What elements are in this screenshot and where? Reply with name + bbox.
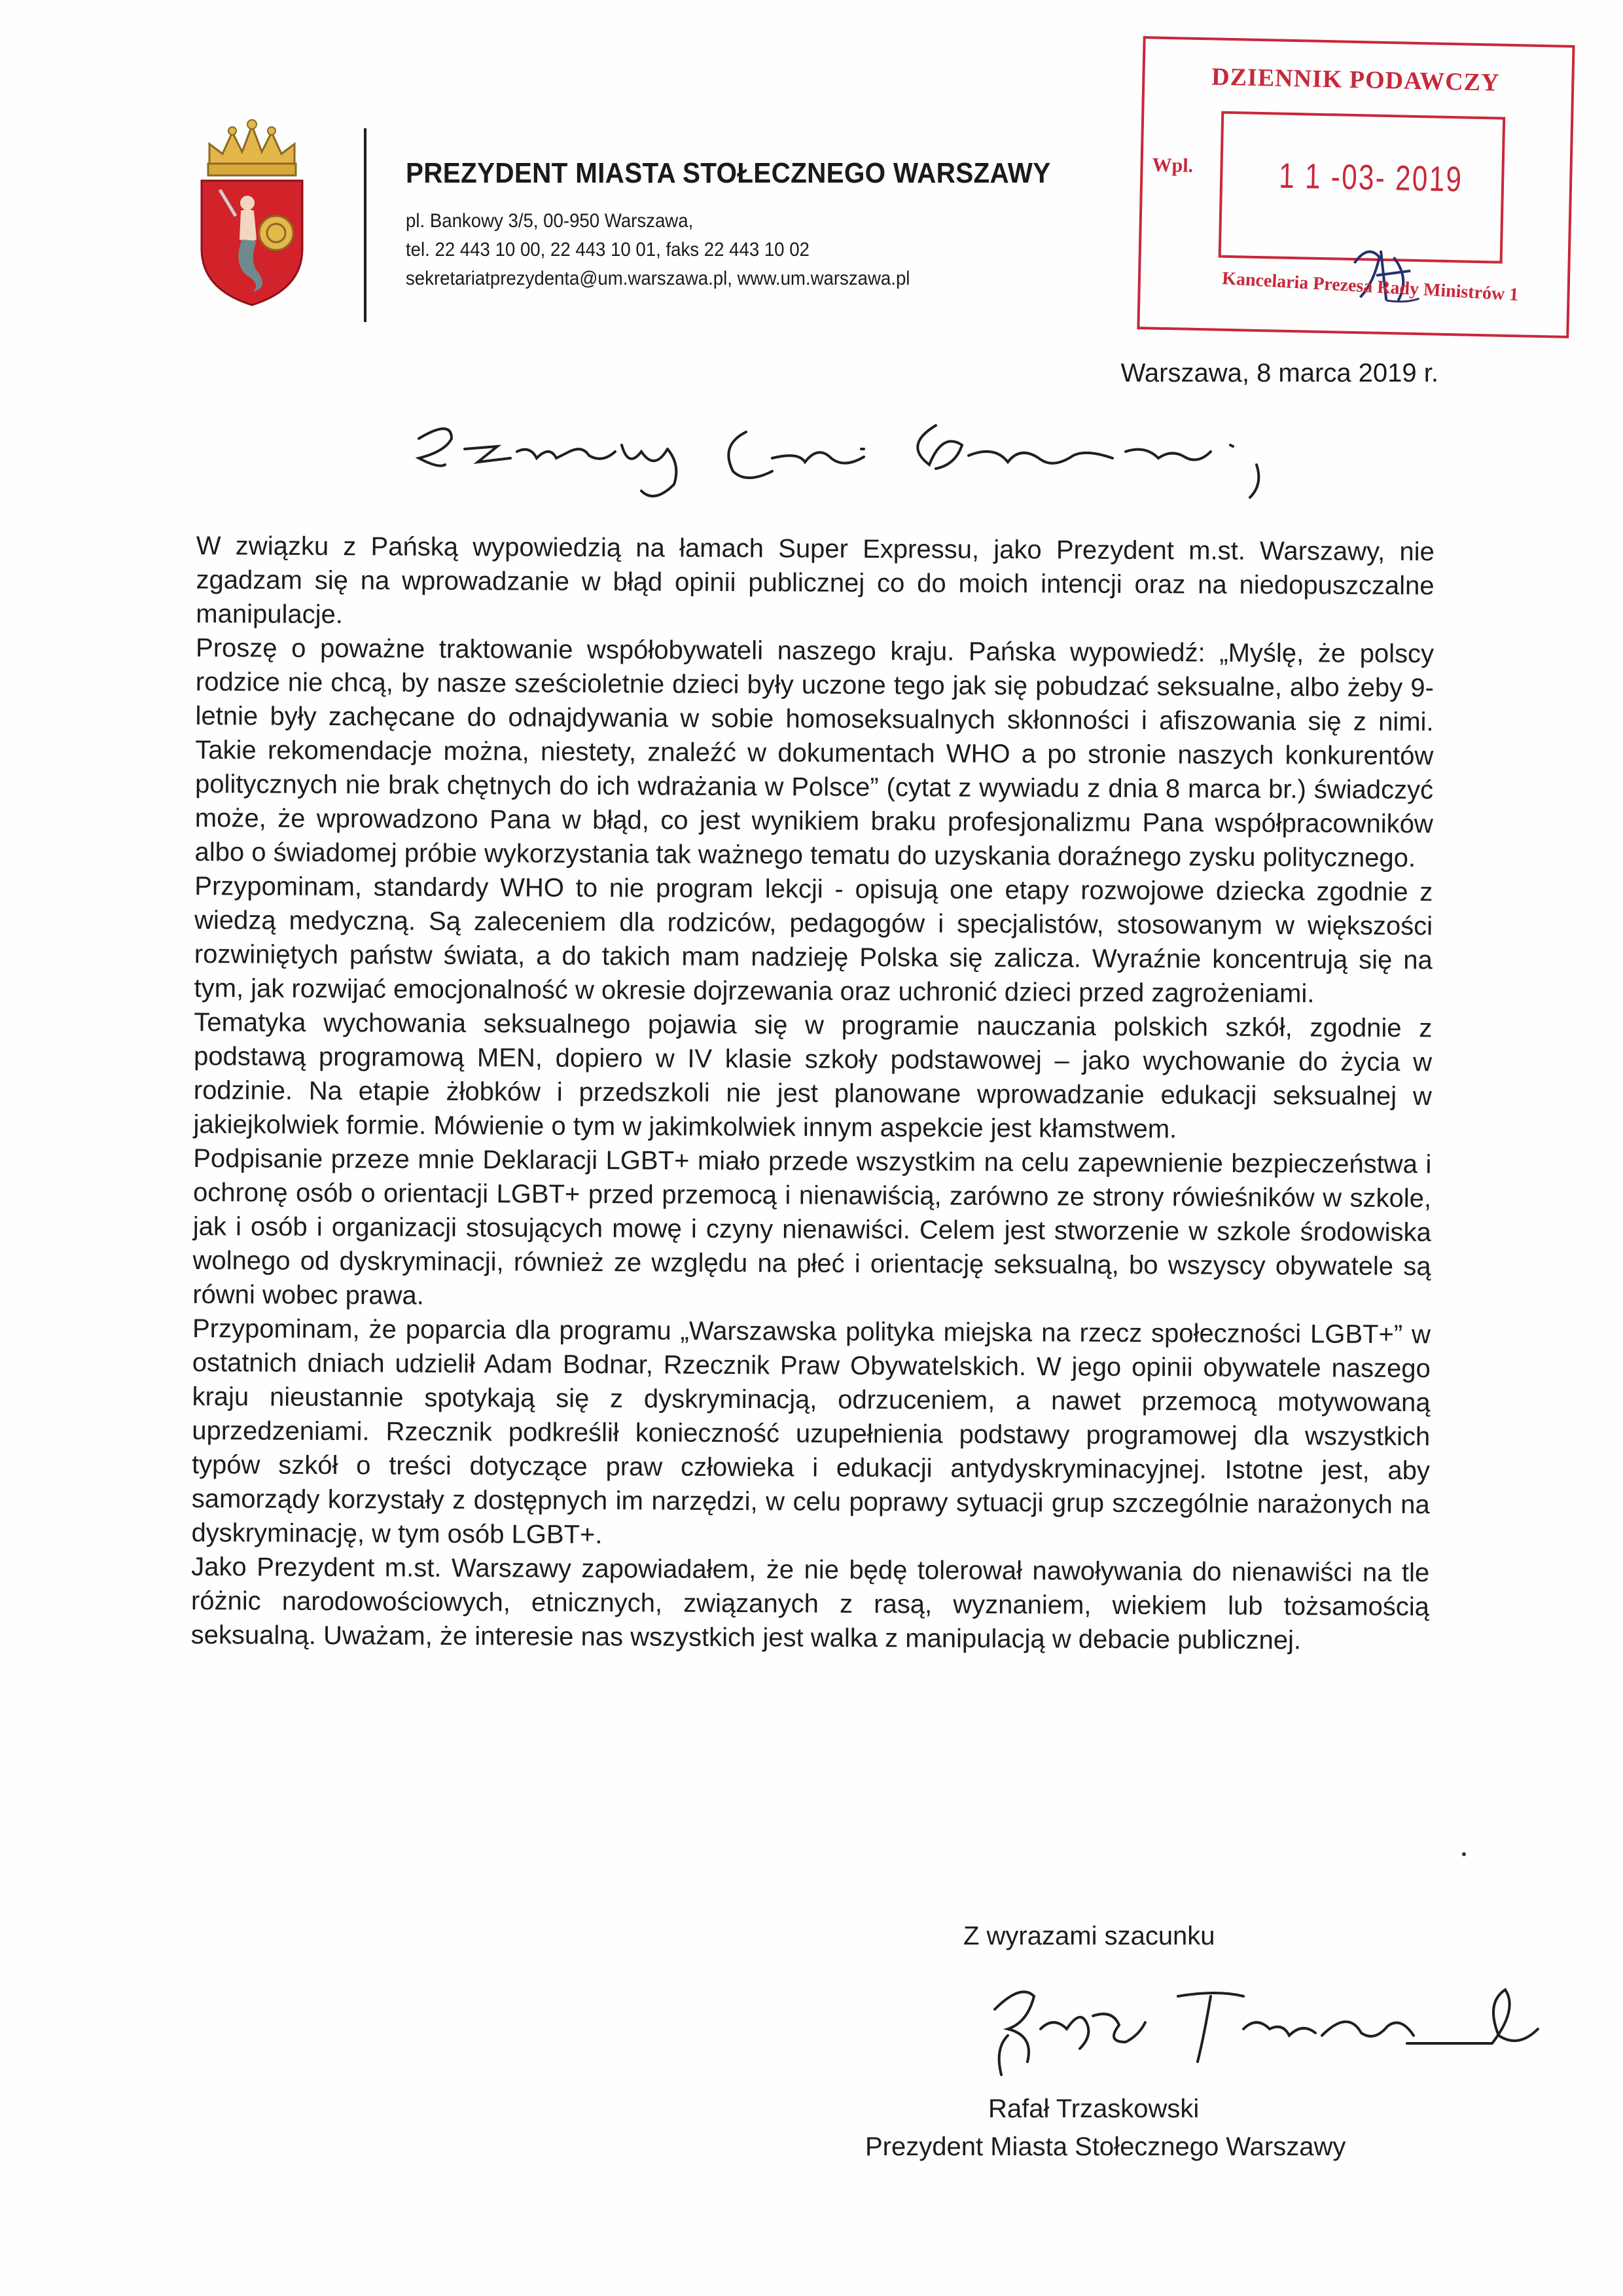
place-date: Warszawa, 8 marca 2019 r. xyxy=(1120,359,1438,387)
signer-role: Prezydent Miasta Stołecznego Warszawy xyxy=(865,2132,1346,2161)
registry-stamp xyxy=(1137,36,1572,336)
office-title: PREZYDENT MIASTA STOŁECZNEGO WARSZAWY xyxy=(406,157,1051,189)
stamp-date: 1 1 -03- 2019 xyxy=(1278,156,1463,200)
body-paragraph: Jako Prezydent m.st. Warszawy zapowiadałem, że nie będę tolerował nawoływania do nienawiści na tle różnic narodowościowych, etnicznych, związanych z rasą, wyznaniem, wiekiem lub tożsamością seksualną. Uważam, że interesie nas wszystkich jest walka z manipulacją w debacie publicznej. xyxy=(190,1552,1430,1655)
closing-phrase: Z wyrazami szacunku xyxy=(963,1922,1215,1950)
letterhead xyxy=(406,157,1126,293)
header-divider xyxy=(364,128,366,322)
warsaw-coat-of-arms-icon xyxy=(196,118,308,308)
office-contacts: sekretariatprezydenta@um.warszawa.pl, www.um.warszawa.pl xyxy=(406,268,910,289)
stamp-title: DZIENNIK PODAWCZY xyxy=(1211,63,1500,97)
body-paragraph: Podpisanie przeze mnie Deklaracji LGBT+ miało przede wszystkim na celu zapewnienie bezpieczeństwa i ochronę osób o orientacji LGBT+ przed przemocą i nienawiścią, zarówno ze strony rówieśników w szkole, jak i osób i organizacji stosujących mowę i czyny nienawiści. Celem jest stworzenie w szkole środowiska wolnego od dyskryminacji, również ze względu na płeć i orientację seksualną, bo wszyscy obywatele są równi wobec prawa. xyxy=(192,1143,1432,1310)
signer-name: Rafał Trzaskowski xyxy=(988,2094,1200,2123)
letter-body xyxy=(191,529,1435,1658)
office-phones: tel. 22 443 10 00, 22 443 10 01, faks 22 443 10 02 xyxy=(406,239,810,260)
stamp-wpl-label: Wpl. xyxy=(1152,154,1194,177)
stamp-footer: Kancelaria Prezesa Rady Ministrów 1 xyxy=(1221,268,1520,306)
office-address: pl. Bankowy 3/5, 00-950 Warszawa, xyxy=(406,210,694,232)
margin-mark xyxy=(1462,1852,1466,1856)
body-paragraph: Przypominam, standardy WHO to nie program lekcji - opisują one etapy rozwojowe dziecka zgodnie z wiedzą medyczną. Są zaleceniem dla rodziców, pedagogów i specjalistów, stosowanym w większości rozwiniętych państw świata, a do takich mam nadzieję Polska się zalicza. Wyraźnie koncentrują się na tym, jak rozwijać emocjonalność w okresie dojrzewania oraz uchronić dzieci przed zagrożeniami. xyxy=(194,871,1433,1009)
body-paragraph: Tematyka wychowania seksualnego pojawia się w programie nauczania polskich szkół, zgodnie z podstawą programową MEN, dopiero w IV klasie szkoły podstawowej – jako wychowanie do życia w rodzinie. Na etapie żłobków i przedszkoli nie jest planowane wprowadzanie edukacji seksualnej w jakiejkolwiek formie. Mówienie o tym w jakimkolwiek innym aspekcie jest kłamstwem. xyxy=(193,1007,1433,1144)
body-paragraph: Proszę o poważne traktowanie współobywateli naszego kraju. Pańska wypowiedź: „Myślę, że polscy rodzice nie chcą, by nasze sześcioletnie dzieci były uczone tego jak się pobudzać seksualne, albo żeby 9-letnie były zachęcane do odnajdywania w sobie homoseksualnych skłonności i afiszowania się z nimi. Takie rekomendacje można, niestety, znaleźć w dokumentach WHO a po stronie naszych konkurentów politycznych nie brak chętnych do ich wdrażania w Polsce” (cytat z wywiadu z dnia 8 marca br.) świadczyć może, że wprowadzono Pana w błąd, co jest wynikiem braku profesjonalizmu Pana współpracowników albo o świadomej próbie wykorzystania tak ważnego tematu do uzyskania doraźnego zysku politycznego. xyxy=(194,633,1435,873)
handwritten-signature-icon xyxy=(982,1970,1551,2101)
body-paragraph: W związku z Pańską wypowiedzią na łamach Super Expressu, jako Prezydent m.st. Warszawy, nie zgadzam się na wprowadzanie w błąd opinii publicznej co do moich intencji oraz na niedopuszczalne manipulacje. xyxy=(196,531,1435,630)
body-paragraph: Przypominam, że poparcia dla programu „Warszawska polityka miejska na rzecz społeczności LGBT+” w ostatnich dniach udzielił Adam Bodnar, Rzecznik Praw Obywatelskich. W jego opinii obywatele naszego kraju nieustannie spotykają się z dyskryminacją, odrzuceniem, a nawet przemocą motywowaną uprzedzeniami. Rzecznik podkreślił konieczność uzupełnienia podstawy programowej dla wszystkich typów szkół o treści dotyczące praw człowieka i edukacji antydyskryminacyjnej. Istotne jest, aby samorządy korzystały z dostępnych im narzędzi, w celu poprawy sytuacji grup szczególnie narażonych na dyskryminację, w tym osób LGBT+. xyxy=(191,1314,1431,1550)
handwritten-salutation-icon xyxy=(406,406,1309,511)
